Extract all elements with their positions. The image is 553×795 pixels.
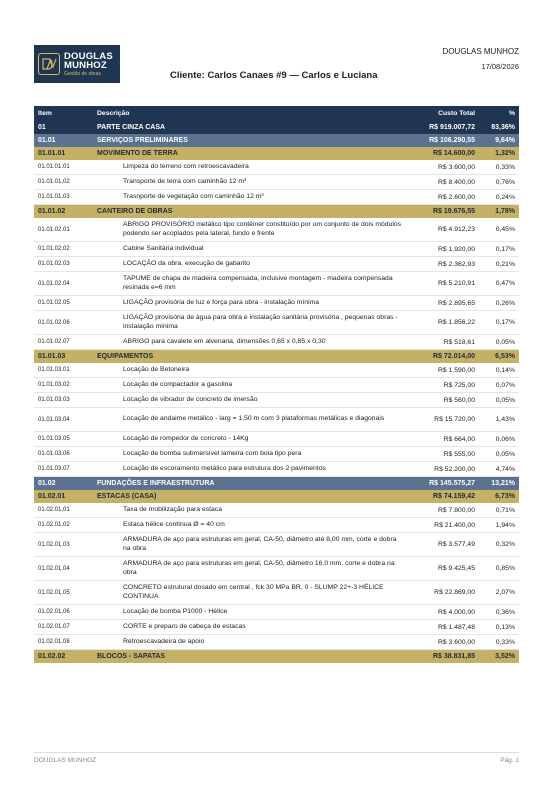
- item-percent: 0,13%: [479, 620, 519, 635]
- item-description: EQUIPAMENTOS: [93, 350, 409, 364]
- table-row: [34, 218, 519, 242]
- item-description: Locação de bomba submersível lameira com boia tipo pera: [93, 447, 409, 462]
- item-cost: R$ 4.000,00: [409, 605, 479, 620]
- item-description: ABRIGO PROVISÓRIO metálico tipo contêiner constituído por um conjunto de dois módulos podendo ser acoplados pela lateral, fundo e frente: [93, 218, 409, 242]
- item-percent: 6,73%: [479, 490, 519, 503]
- group-row: [34, 350, 519, 364]
- item-description: MOVIMENTO DE TERRA: [93, 147, 409, 160]
- item-code: 01.02.01: [34, 490, 93, 503]
- column-header-percent: %: [479, 106, 519, 120]
- item-percent: 0,17%: [479, 242, 519, 257]
- item-cost: R$ 14.600,00: [409, 147, 479, 160]
- footer-company: DOUGLAS MUNHOZ: [34, 757, 97, 764]
- item-percent: 1,78%: [479, 205, 519, 219]
- item-code: 01.02.01.07: [34, 620, 93, 635]
- page-number: Pág. 1: [500, 757, 519, 764]
- item-code: 01.01.01.02: [34, 175, 93, 190]
- item-description: ARMADURA de aço para estruturas em geral, CA-50, diâmetro até 8,00 mm, corte e dobra na obra: [93, 533, 409, 557]
- company-logo: [34, 45, 120, 83]
- item-cost: R$ 8.400,00: [409, 175, 479, 190]
- item-description: LIGAÇÃO provisória de luz e força para obra - instalação mínima: [93, 296, 409, 311]
- item-percent: 0,36%: [479, 605, 519, 620]
- item-code: 01.01.03.03: [34, 393, 93, 408]
- item-code: 01.02.01.01: [34, 503, 93, 518]
- item-description: Locação de escoramento metálico para estrutura dos 2 pavimentos: [93, 462, 409, 477]
- item-code: 01.02.01.04: [34, 557, 93, 581]
- table-row: [34, 272, 519, 296]
- item-percent: 1,94%: [479, 518, 519, 533]
- footer-divider: [34, 752, 519, 753]
- item-description: Locação de Betoneira: [93, 363, 409, 378]
- item-percent: 0,14%: [479, 363, 519, 378]
- item-cost: R$ 2.895,65: [409, 296, 479, 311]
- section-row: [34, 120, 519, 134]
- item-description: Retroescavadeira de apoio: [93, 635, 409, 650]
- item-description: Locação de rompedor de concreto - 14Kg: [93, 432, 409, 447]
- item-code: 01.01.03.05: [34, 432, 93, 447]
- item-description: SERVIÇOS PRELIMINARES: [93, 134, 409, 147]
- item-cost: R$ 4.912,23: [409, 218, 479, 242]
- item-percent: 0,17%: [479, 311, 519, 335]
- logo-name-line2: MUNHOZ: [64, 60, 107, 71]
- company-name: DOUGLAS MUNHOZ: [442, 47, 519, 56]
- item-cost: R$ 3.600,00: [409, 635, 479, 650]
- item-percent: 0,32%: [479, 533, 519, 557]
- item-code: 01.02: [34, 477, 93, 491]
- item-description: ABRIGO para cavalete em alvenaria, dimensões 0,65 x 0,85 x 0,30: [93, 335, 409, 350]
- table-row: [34, 518, 519, 533]
- item-percent: 0,45%: [479, 218, 519, 242]
- table-row: [34, 432, 519, 447]
- item-code: 01.02.02: [34, 650, 93, 664]
- item-code: 01: [34, 120, 93, 134]
- item-cost: R$ 555,00: [409, 447, 479, 462]
- item-cost: R$ 1.487,48: [409, 620, 479, 635]
- item-percent: 2,07%: [479, 581, 519, 605]
- table-row: [34, 503, 519, 518]
- item-code: 01.01.03: [34, 350, 93, 364]
- table-row: [34, 635, 519, 650]
- item-percent: 0,05%: [479, 447, 519, 462]
- item-code: 01.01.03.04: [34, 408, 93, 432]
- item-cost: R$ 145.575,27: [409, 477, 479, 491]
- client-title: Cliente: Carlos Canaes #9 — Carlos e Luciana: [170, 70, 378, 81]
- item-code: 01.01.02.02: [34, 242, 93, 257]
- item-code: 01.01.02.07: [34, 335, 93, 350]
- item-code: 01.01.03.01: [34, 363, 93, 378]
- item-percent: 0,33%: [479, 160, 519, 175]
- item-percent: 0,07%: [479, 378, 519, 393]
- item-cost: R$ 22.869,00: [409, 581, 479, 605]
- item-percent: 0,76%: [479, 175, 519, 190]
- item-cost: R$ 1.590,00: [409, 363, 479, 378]
- table-header-row: [34, 106, 519, 120]
- item-percent: 0,21%: [479, 257, 519, 272]
- item-cost: R$ 19.676,55: [409, 205, 479, 219]
- logo-monogram-icon: [38, 53, 60, 75]
- item-percent: 0,26%: [479, 296, 519, 311]
- item-percent: 0,05%: [479, 393, 519, 408]
- group-row: [34, 490, 519, 503]
- item-percent: 0,33%: [479, 635, 519, 650]
- table-row: [34, 311, 519, 335]
- item-description: Transporte de terra com caminhão 12 m³: [93, 175, 409, 190]
- table-row: [34, 363, 519, 378]
- item-percent: 0,71%: [479, 503, 519, 518]
- item-code: 01.01.02.06: [34, 311, 93, 335]
- group-row: [34, 650, 519, 664]
- table-row: [34, 533, 519, 557]
- item-code: 01.01.02.01: [34, 218, 93, 242]
- item-cost: R$ 725,00: [409, 378, 479, 393]
- item-cost: R$ 74.159,42: [409, 490, 479, 503]
- item-description: Trasnporte de vegetação com caminhão 12 m³: [93, 190, 409, 205]
- table-row: [34, 160, 519, 175]
- item-cost: R$ 919.007,72: [409, 120, 479, 134]
- table-row: [34, 378, 519, 393]
- column-header-item: Item: [34, 106, 93, 120]
- item-cost: R$ 3.600,00: [409, 160, 479, 175]
- item-code: 01.01.02.05: [34, 296, 93, 311]
- item-description: LOCAÇÃO da obra, execução de gabarito: [93, 257, 409, 272]
- item-cost: R$ 106.290,55: [409, 134, 479, 147]
- item-description: FUNDAÇÕES E INFRAESTRUTURA: [93, 477, 409, 491]
- item-description: PARTE CINZA CASA: [93, 120, 409, 134]
- item-description: Locação de compactador a gasolina: [93, 378, 409, 393]
- item-code: 01.01: [34, 134, 93, 147]
- item-percent: 0,24%: [479, 190, 519, 205]
- item-code: 01.01.02.04: [34, 272, 93, 296]
- item-percent: 4,74%: [479, 462, 519, 477]
- item-cost: R$ 560,00: [409, 393, 479, 408]
- item-code: 01.02.01.06: [34, 605, 93, 620]
- budget-table: [34, 106, 519, 663]
- item-description: CONCRETO estrutural dosado em central , fck 30 MPa BR. 0 - SLUMP 22+-3 HÉLICE CONTINUA: [93, 581, 409, 605]
- item-cost: R$ 518,61: [409, 335, 479, 350]
- item-cost: R$ 9.425,45: [409, 557, 479, 581]
- item-description: ARMADURA de aço para estruturas em geral, CA-50, diâmetro 16,0 mm, corte e dobra na obra: [93, 557, 409, 581]
- item-percent: 0,85%: [479, 557, 519, 581]
- item-percent: 3,52%: [479, 650, 519, 664]
- subsection-row: [34, 134, 519, 147]
- item-description: Locação de bomba P1000 - Hélice: [93, 605, 409, 620]
- item-description: LIGAÇÃO provisória de água para obra e instalação sanitária provisória , pequenas obras - instalação mínima: [93, 311, 409, 335]
- table-row: [34, 408, 519, 432]
- item-description: ESTACAS (CASA): [93, 490, 409, 503]
- item-cost: R$ 2.600,00: [409, 190, 479, 205]
- item-code: 01.01.01.01: [34, 160, 93, 175]
- column-header-description: Descrição: [93, 106, 409, 120]
- item-cost: R$ 38.831,85: [409, 650, 479, 664]
- table-row: [34, 557, 519, 581]
- table-row: [34, 605, 519, 620]
- item-cost: R$ 2.362,93: [409, 257, 479, 272]
- item-code: 01.02.01.08: [34, 635, 93, 650]
- table-body: [34, 120, 519, 663]
- item-description: CANTEIRO DE OBRAS: [93, 205, 409, 219]
- item-description: Taxa de mobilização para estaca: [93, 503, 409, 518]
- item-cost: R$ 664,00: [409, 432, 479, 447]
- item-percent: 13,21%: [479, 477, 519, 491]
- item-cost: R$ 1.920,00: [409, 242, 479, 257]
- item-percent: 0,05%: [479, 335, 519, 350]
- logo-tagline: Gestão de obras: [64, 70, 101, 77]
- item-code: 01.02.01.02: [34, 518, 93, 533]
- column-header-cost: Custo Total: [409, 106, 479, 120]
- item-cost: R$ 15.720,00: [409, 408, 479, 432]
- item-description: Limpeza do terreno com retroescavadeira: [93, 160, 409, 175]
- item-description: Locação de vibrador de concreto de imersão: [93, 393, 409, 408]
- item-description: TAPUME de chapa de madeira compensada, inclusive montagem - madeira compensada resinada e=6 mm: [93, 272, 409, 296]
- group-row: [34, 147, 519, 160]
- item-code: 01.01.03.06: [34, 447, 93, 462]
- item-code: 01.01.01.03: [34, 190, 93, 205]
- item-description: BLOCOS - SAPATAS: [93, 650, 409, 664]
- item-percent: 9,64%: [479, 134, 519, 147]
- table-row: [34, 335, 519, 350]
- item-description: Estaca hélice contínua Ø = 40 cm: [93, 518, 409, 533]
- table-row: [34, 175, 519, 190]
- item-cost: R$ 72.014,00: [409, 350, 479, 364]
- item-description: CORTE e preparo de cabeça de estacas: [93, 620, 409, 635]
- table-row: [34, 190, 519, 205]
- table-row: [34, 393, 519, 408]
- group-row: [34, 205, 519, 219]
- item-code: 01.01.02.03: [34, 257, 93, 272]
- item-percent: 83,36%: [479, 120, 519, 134]
- item-cost: R$ 7.800,00: [409, 503, 479, 518]
- table-row: [34, 257, 519, 272]
- item-description: Cabine Sanitária individual: [93, 242, 409, 257]
- item-percent: 6,53%: [479, 350, 519, 364]
- item-code: 01.02.01.03: [34, 533, 93, 557]
- item-cost: R$ 52.200,00: [409, 462, 479, 477]
- item-cost: R$ 5.210,91: [409, 272, 479, 296]
- table-row: [34, 462, 519, 477]
- table-row: [34, 581, 519, 605]
- item-percent: 0,47%: [479, 272, 519, 296]
- item-cost: R$ 1.856,22: [409, 311, 479, 335]
- table-row: [34, 242, 519, 257]
- logo-name-line1: DOUGLAS: [64, 50, 113, 62]
- item-code: 01.01.03.07: [34, 462, 93, 477]
- table-row: [34, 296, 519, 311]
- item-code: 01.01.02: [34, 205, 93, 219]
- item-cost: R$ 21.400,00: [409, 518, 479, 533]
- item-code: 01.01.01: [34, 147, 93, 160]
- item-cost: R$ 3.577,49: [409, 533, 479, 557]
- report-date: 17/08/2026: [481, 62, 519, 71]
- item-description: Locação de andaime metálico - larg = 1,50 m com 3 plataformas metálicas e diagonais: [93, 408, 409, 432]
- table-row: [34, 447, 519, 462]
- item-code: 01.02.01.05: [34, 581, 93, 605]
- item-percent: 1,32%: [479, 147, 519, 160]
- item-percent: 0,06%: [479, 432, 519, 447]
- table-row: [34, 620, 519, 635]
- item-code: 01.01.03.02: [34, 378, 93, 393]
- subsection-row: [34, 477, 519, 491]
- item-percent: 1,43%: [479, 408, 519, 432]
